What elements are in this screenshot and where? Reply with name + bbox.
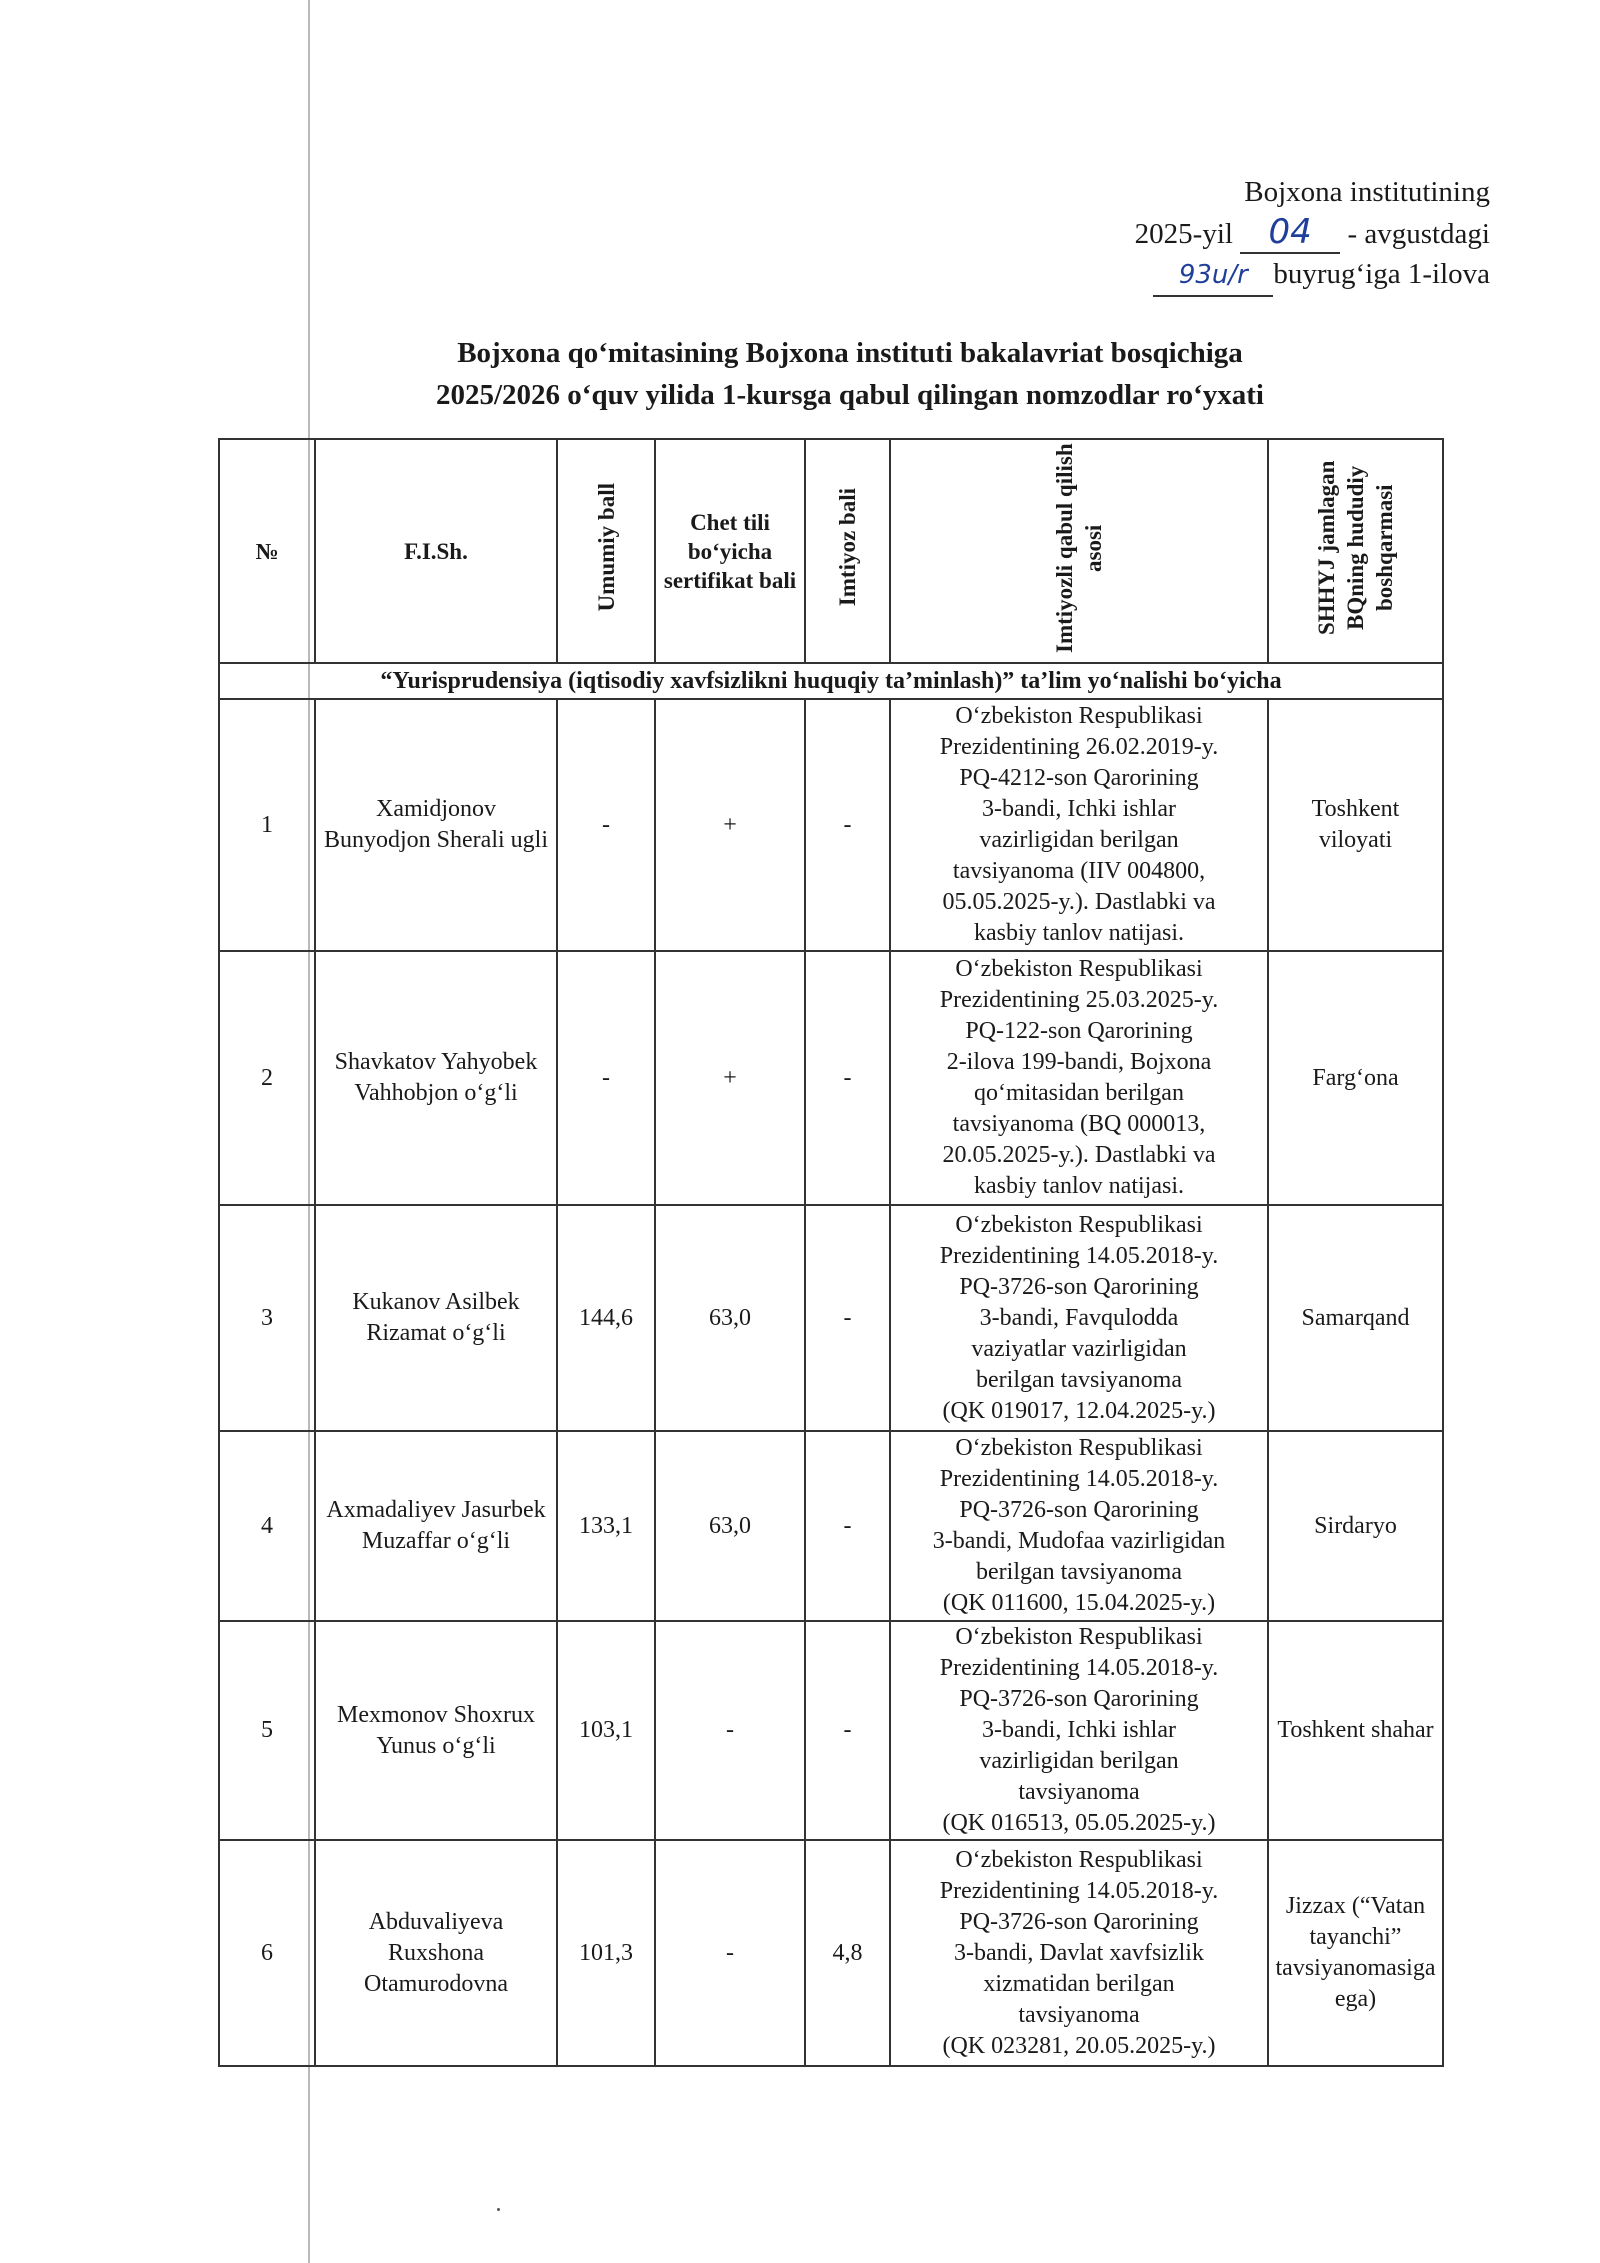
- row-admission-basis: [890, 1840, 1268, 2066]
- header-total-score: [557, 439, 655, 663]
- table-row: [219, 699, 1443, 951]
- row-admission-basis: [890, 951, 1268, 1205]
- header-certificate-score: Chet tili bo‘yicha sertifikat bali: [655, 439, 805, 663]
- row-certificate-score: -: [655, 1840, 805, 2066]
- section-heading-row: [219, 663, 1443, 699]
- admission-basis-line: vazirligidan berilgan: [979, 827, 1179, 853]
- admission-basis-line: tavsiyanoma: [1018, 1779, 1140, 1805]
- table-row: [219, 951, 1443, 1205]
- row-admission-basis: [890, 1431, 1268, 1621]
- admission-basis-line: berilgan tavsiyanoma: [976, 1559, 1182, 1585]
- admission-basis-line: PQ-3726-son Qarorining: [959, 1908, 1199, 1935]
- admission-basis-line: O‘zbekiston Respublikasi: [955, 1624, 1203, 1650]
- header-regional-office-text: SHHYJ jamlagan BQning hududiy boshqarmasi: [1314, 460, 1397, 635]
- admission-basis-line: O‘zbekiston Respublikasi: [955, 1211, 1203, 1238]
- admission-basis-line: (QK 011600, 15.04.2025-y.): [942, 1590, 1216, 1616]
- table-row: [219, 1840, 1443, 2066]
- row-total-score: -: [557, 699, 655, 951]
- row-admission-basis: [890, 699, 1268, 951]
- annex-order-number-handwritten: 93u/r: [1153, 255, 1273, 297]
- row-regional-office: Jizzax (“Vatan tayanchi” tavsiyanomasiga ega): [1268, 1840, 1443, 2066]
- row-regional-office: Toshkent shahar: [1268, 1621, 1443, 1840]
- annex-day-handwritten: 04: [1240, 212, 1340, 254]
- admission-basis-line: O‘zbekiston Respublikasi: [955, 1846, 1203, 1873]
- admission-basis-line: Prezidentining 14.05.2018-y.: [939, 1466, 1219, 1492]
- document-title-line-2: 2025/2026 o‘quv yilida 1-kursga qabul qilingan nomzodlar ro‘yxati: [435, 379, 1264, 411]
- admission-basis-line: Prezidentining 26.02.2019-y.: [939, 734, 1219, 760]
- row-number: 5: [219, 1621, 315, 1840]
- admission-basis-line: xizmatidan berilgan: [983, 1970, 1175, 1997]
- row-number: 1: [219, 699, 315, 951]
- admitted-candidates-table: [218, 438, 1444, 2067]
- row-total-score: 101,3: [557, 1840, 655, 2066]
- row-number: 4: [219, 1431, 315, 1621]
- admission-basis-line: berilgan tavsiyanoma: [976, 1366, 1182, 1393]
- row-certificate-score: -: [655, 1621, 805, 1840]
- admission-basis-line: (QK 023281, 20.05.2025-y.): [942, 2032, 1216, 2059]
- admission-basis-line: 2-ilova 199-bandi, Bojxona: [946, 1049, 1212, 1075]
- table-header-row: [219, 439, 1443, 663]
- row-admission-basis: [890, 1621, 1268, 1840]
- row-full-name: Shavkatov Yahyobek Vahhobjon o‘g‘li: [315, 951, 557, 1205]
- row-total-score: -: [557, 951, 655, 1205]
- header-privilege-score-text: Imtiyoz bali: [835, 488, 860, 607]
- row-full-name: Mexmonov Shoxrux Yunus o‘g‘li: [315, 1621, 557, 1840]
- admission-basis-line: kasbiy tanlov natijasi.: [974, 920, 1184, 946]
- row-full-name: Kukanov Asilbek Rizamat o‘g‘li: [315, 1205, 557, 1431]
- row-full-name: Axmadaliyev Jasurbek Muzaffar o‘g‘li: [315, 1431, 557, 1621]
- row-regional-office: Farg‘ona: [1268, 951, 1443, 1205]
- annex-reference: [1040, 172, 1490, 297]
- admission-basis-line: Prezidentining 25.03.2025-y.: [939, 987, 1219, 1013]
- row-certificate-score: +: [655, 699, 805, 951]
- admission-basis-line: PQ-122-son Qarorining: [965, 1018, 1193, 1044]
- row-total-score: 103,1: [557, 1621, 655, 1840]
- row-certificate-score: 63,0: [655, 1205, 805, 1431]
- row-number: 3: [219, 1205, 315, 1431]
- header-privilege-score: [805, 439, 890, 663]
- admission-basis-line: kasbiy tanlov natijasi.: [974, 1173, 1184, 1199]
- annex-date-line: [1040, 212, 1490, 254]
- row-regional-office: Samarqand: [1268, 1205, 1443, 1431]
- row-privilege-score: -: [805, 699, 890, 951]
- row-regional-office: Sirdaryo: [1268, 1431, 1443, 1621]
- row-regional-office: Toshkent viloyati: [1268, 699, 1443, 951]
- document-title: [300, 332, 1400, 416]
- admission-basis-line: 05.05.2025-y.). Dastlabki va: [942, 889, 1216, 915]
- row-privilege-score: -: [805, 1431, 890, 1621]
- row-full-name: Abduvaliyeva Ruxshona Otamurodovna: [315, 1840, 557, 2066]
- admission-basis-line: Prezidentining 14.05.2018-y.: [939, 1242, 1219, 1269]
- row-total-score: 144,6: [557, 1205, 655, 1431]
- admission-basis-line: 3-bandi, Favqulodda: [979, 1304, 1179, 1331]
- table-row: [219, 1431, 1443, 1621]
- admission-basis-line: Prezidentining 14.05.2018-y.: [939, 1655, 1219, 1681]
- admission-basis-line: PQ-4212-son Qarorining: [959, 765, 1199, 791]
- admission-basis-line: qo‘mitasidan berilgan: [974, 1080, 1184, 1106]
- row-privilege-score: -: [805, 951, 890, 1205]
- admission-basis-line: PQ-3726-son Qarorining: [959, 1497, 1199, 1523]
- section-heading: “Yurisprudensiya (iqtisodiy xavfsizlikni huquqiy ta’minlash)” ta’lim yo‘nalishi bo‘yicha: [219, 663, 1443, 699]
- admission-basis-line: 3-bandi, Ichki ishlar: [982, 796, 1176, 822]
- annex-year: 2025-yil: [1134, 218, 1233, 250]
- row-total-score: 133,1: [557, 1431, 655, 1621]
- admission-basis-line: tavsiyanoma: [1018, 2001, 1140, 2028]
- document-title-line-1: Bojxona qo‘mitasining Bojxona instituti bakalavriat bosqichiga: [457, 337, 1243, 369]
- admission-basis-line: O‘zbekiston Respublikasi: [955, 1435, 1203, 1461]
- admission-basis-line: vaziyatlar vazirligidan: [971, 1335, 1187, 1362]
- admission-basis-line: vazirligidan berilgan: [979, 1748, 1179, 1774]
- admission-basis-line: Prezidentining 14.05.2018-y.: [939, 1877, 1219, 1904]
- annex-month: - avgustdagi: [1347, 218, 1490, 250]
- admission-basis-line: O‘zbekiston Respublikasi: [955, 956, 1203, 982]
- admission-basis-line: PQ-3726-son Qarorining: [959, 1686, 1199, 1712]
- admission-basis-line: 3-bandi, Ichki ishlar: [982, 1717, 1176, 1743]
- row-admission-basis: [890, 1205, 1268, 1431]
- annex-order-line: [1040, 254, 1490, 297]
- admission-basis-line: PQ-3726-son Qarorining: [959, 1273, 1199, 1300]
- row-full-name: Xamidjonov Bunyodjon Sherali ugli: [315, 699, 557, 951]
- admission-basis-line: O‘zbekiston Respublikasi: [955, 703, 1203, 729]
- header-number: №: [219, 439, 315, 663]
- admission-basis-line: 3-bandi, Davlat xavfsizlik: [954, 1939, 1204, 1966]
- admission-basis-line: tavsiyanoma (IIV 004800,: [952, 858, 1206, 884]
- scan-speck: [497, 2208, 500, 2211]
- row-privilege-score: 4,8: [805, 1840, 890, 2066]
- table-row: [219, 1205, 1443, 1431]
- header-total-score-text: Umumiy ball: [593, 483, 619, 612]
- row-number: 6: [219, 1840, 315, 2066]
- admission-basis-line: (QK 016513, 05.05.2025-y.): [942, 1810, 1216, 1836]
- row-certificate-score: +: [655, 951, 805, 1205]
- admission-basis-line: tavsiyanoma (BQ 000013,: [952, 1111, 1206, 1137]
- row-number: 2: [219, 951, 315, 1205]
- annex-order-suffix: buyrug‘iga 1-ilova: [1273, 258, 1490, 290]
- header-regional-office: [1268, 439, 1443, 663]
- annex-institution: Bojxona institutining: [1244, 176, 1490, 208]
- row-certificate-score: 63,0: [655, 1431, 805, 1621]
- row-privilege-score: -: [805, 1621, 890, 1840]
- admission-basis-line: 20.05.2025-y.). Dastlabki va: [942, 1142, 1216, 1168]
- header-admission-basis: [890, 439, 1268, 663]
- header-admission-basis-text: Imtiyozli qabul qilish asosi: [1052, 442, 1106, 653]
- admission-basis-line: 3-bandi, Mudofaa vazirligidan: [932, 1528, 1226, 1554]
- table-row: [219, 1621, 1443, 1840]
- header-full-name: F.I.Sh.: [315, 439, 557, 663]
- row-privilege-score: -: [805, 1205, 890, 1431]
- admission-basis-line: (QK 019017, 12.04.2025-y.): [942, 1397, 1216, 1424]
